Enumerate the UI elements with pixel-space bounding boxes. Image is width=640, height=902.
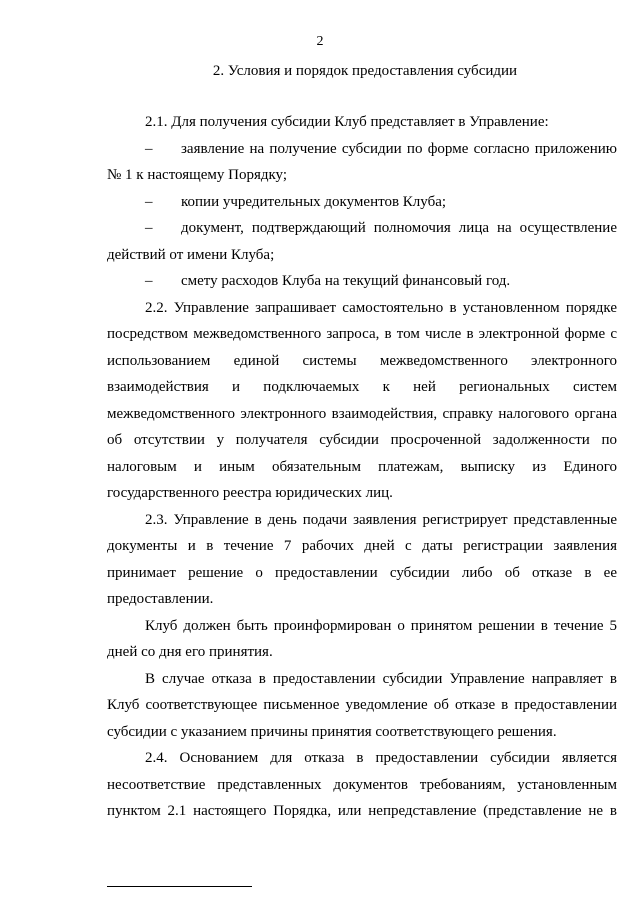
paragraph-club-notification: Клуб должен быть проинформирован о принятом решении в течение 5 дней со дня его принятия. xyxy=(107,617,617,660)
bullet-item-charter-copies xyxy=(107,189,617,216)
paragraph-2-3: 2.3. Управление в день подачи заявления регистрирует представленные документы и в течение 7 рабочих дней с даты регистрации заявления принимает решение о предоставлении субсидии либо об отказе в ее предоставлении. xyxy=(107,511,617,607)
bullet-text: смету расходов Клуба на текущий финансовый год. xyxy=(181,273,511,289)
bullet-text: документ, подтверждающий полномочия лица на осуществление действий от имени Клуба; xyxy=(107,220,617,263)
bullet-item-authority-document xyxy=(107,215,617,268)
page-number: 2 xyxy=(316,34,324,49)
bullet-dash: – xyxy=(145,140,153,157)
paragraph-2-2: 2.2. Управление запрашивает самостоятельно в установленном порядке посредством межведомственного запроса, в том числе в электронной форме с использованием единой системы межведомственного электронного взаимодействия и подключаемых к ней региональных систем межведомственного электронного взаимодействия, справку налогового органа об отсутствии у получателя субсидии просроченной задолженности по налоговым и иным обязательным платежам, выписку из Единого государственного реестра юридических лиц. xyxy=(107,299,617,501)
document-body xyxy=(107,109,617,825)
paragraph-2-1: 2.1. Для получения субсидии Клуб представляет в Управление: xyxy=(145,114,549,130)
paragraph-2-4: 2.4. Основанием для отказа в предоставлении субсидии является несоответствие представленных документов требованиям, установленным пунктом 2.1 настоящего Порядка, или непредставление (представление не в xyxy=(107,750,617,819)
bullet-text: копии учредительных документов Клуба; xyxy=(181,193,447,210)
bullet-text: заявление на получение субсидии по форме согласно приложению № 1 к настоящему Порядку; xyxy=(107,140,617,183)
paragraph-refusal-notice: В случае отказа в предоставлении субсидии Управление направляет в Клуб соответствующее письменное уведомление об отказе в предоставлении субсидии с указанием причины принятия соответствующего решения. xyxy=(107,670,617,740)
bullet-dash: – xyxy=(145,193,153,210)
bullet-dash: – xyxy=(145,273,153,289)
bullet-item-application xyxy=(107,136,617,189)
section-title: 2. Условия и порядок предоставления субсидии xyxy=(212,63,518,79)
bullet-dash: – xyxy=(145,220,153,236)
bullet-item-budget-estimate xyxy=(107,268,617,295)
footnote-divider xyxy=(107,886,252,887)
